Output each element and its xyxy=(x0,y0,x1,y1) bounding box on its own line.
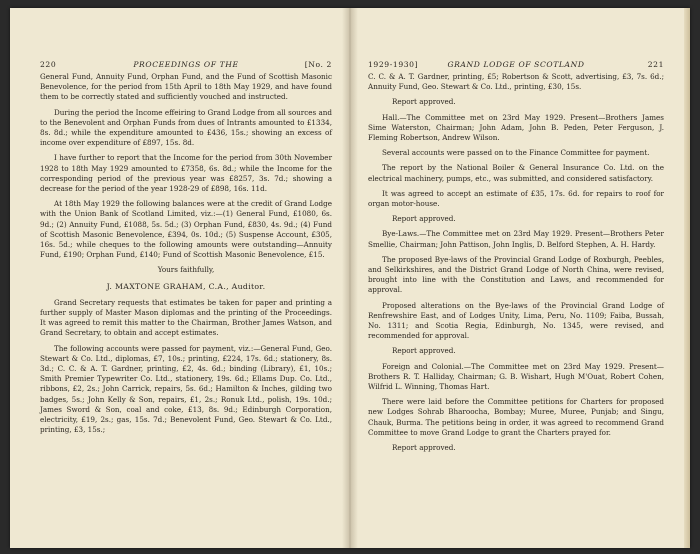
paragraph: The following accounts were passed for payment, viz.:—General Fund, Geo. Stewart & Co. Ltd., diplomas, £7, 10s.; printing, £224, 17s. 6d.; stationery, 8s. 3d.; C. C. & A. T. Gardner, printing, £2, 4s. 6d.; binding (Library), £1, 10s.; Smith Premier Typewriter Co. Ltd., stationery, 19s. 6d.; Ellams Dup. Co. Ltd., ribbons, £2, 2s.; John Carrick, repairs, 5s. 6d.; Hamilton & Inches, gilding two badges, 5s.; John Kelly & Son, repairs, £1, 2s.; Ronuk Ltd., polish, 19s. 10d.; James Sword & Son, coal and coke, £13, 8s. 9d.; Edinburgh Corporation, electricity, £19, 2s.; gas, 15s. 7d.; Benevolent Fund, Geo. Stewart & Co. Ltd., printing, £3, 15s.; xyxy=(40,343,332,435)
paragraph: Grand Secretary requests that estimates be taken for paper and printing a further supply of Master Mason diplomas and the printing of the Proceedings. It was agreed to remit this matter to the Chairman, Brother James Watson, and Grand Secretary, to obtain and accept estimates. xyxy=(40,297,332,338)
left-page xyxy=(40,48,332,544)
page-edge xyxy=(684,8,690,548)
book-gutter xyxy=(342,8,358,548)
paragraph: Several accounts were passed on to the Finance Committee for payment. xyxy=(382,148,650,158)
paragraph: General Fund, Annuity Fund, Orphan Fund, and the Fund of Scottish Masonic Benevolence, for the period from 15th April to 18th May 1929, and have found them to be correctly stated and sufficiently vouched and instructed. xyxy=(40,72,332,102)
paragraph: C. C. & A. T. Gardner, printing, £5; Robertson & Scott, advertising, £3, 7s. 6d.; Annuity Fund, Geo. Stewart & Co. Ltd., printing, £30, 15s. xyxy=(368,72,664,92)
right-page-number: 221 xyxy=(647,60,664,69)
paragraph: There were laid before the Committee petitions for Charters for proposed new Lodges Sohrab Bharoocha, Bombay; Muree, Muree, Punjab; and Singu, Chauk, Burma. The petitions being in order, it was agreed to recommend Grand Committee to move Grand Lodge to grant the Charters prayed for. xyxy=(368,397,664,437)
right-page xyxy=(368,48,664,544)
right-page-body xyxy=(368,72,664,458)
left-running-title: PROCEEDINGS OF THE xyxy=(133,60,239,69)
report-approved: Report approved. xyxy=(392,346,456,356)
paragraph: The report by the National Boiler & General Insurance Co. Ltd. on the electrical machinery, pumps, etc., was submitted, and considered satisfactory. xyxy=(368,163,664,183)
paragraph: It was agreed to accept an estimate of £35, 17s. 6d. for repairs to roof for organ motor-house. xyxy=(368,188,664,209)
paragraph: At 18th May 1929 the following balances were at the credit of Grand Lodge with the Union Bank of Scotland Limited, viz.:—(1) General Fund, £1080, 6s. 9d.; (2) Annuity Fund, £1088, 5s. 5d.; (3) Orphan Fund, £830, 4s. 9d.; (4) Fund of Scottish Masonic Benevolence, £394, 0s. 10d.; (5) Suspense Account, £305, 16s. 5d.; while cheques to the following amounts were outstanding—Annuity Fund, £190; Orphan Fund, £140; Fund of Scottish Masonic Benevolence, £15. xyxy=(40,199,332,260)
left-issue-number: [No. 2 xyxy=(304,60,332,69)
paragraph: Bye-Laws.—The Committee met on 23rd May 1929. Present—Brothers Peter Smellie, Chairman; John Pattison, John Inglis, D. Belford Stephen, A. H. Hardy. xyxy=(368,229,664,249)
paragraph: I have further to report that the Income for the period from 30th November 1928 to 18th May 1929 amounted to £7358, 6s. 8d.; while the Income for the corresponding period of the previous year was £8257, 3s. 7d.; showing a decrease for the period of the year 1928-29 of £898, 16s. 11d. xyxy=(40,153,332,194)
right-years: 1929-1930] xyxy=(368,60,419,69)
auditor-signature: J. MAXTONE GRAHAM, C.A., Auditor. xyxy=(106,281,266,291)
paragraph: Hall.—The Committee met on 23rd May 1929. Present—Brothers James Sime Waterston, Chairman; John Adam, John B. Peden, Peter Ferguson, J. Fleming Robertson, Andrew Wilson. xyxy=(368,112,664,143)
report-approved: Report approved. xyxy=(392,97,456,107)
paragraph: Proposed alterations on the Bye-laws of the Provincial Grand Lodge of Renfrewshire East, and of Lodges Unity, Lima, Peru, No. 1109; Faiba, Bussah, No. 1311; and Scotia Regia, Edinburgh, No. 1345, were revised, and recommended for approval. xyxy=(368,300,664,341)
left-page-number: 220 xyxy=(40,60,57,69)
book-spread xyxy=(10,8,690,548)
paragraph: Foreign and Colonial.—The Committee met on 23rd May 1929. Present—Brothers R. T. Halliday, Chairman; G. B. Wishart, Hugh M'Ouat, Robert Cohen, Wilfrid L. Winning, Thomas Hart. xyxy=(368,361,664,392)
closing-salutation: Yours faithfully, xyxy=(157,265,215,275)
right-running-title: GRAND LODGE OF SCOTLAND xyxy=(447,60,585,69)
report-approved: Report approved. xyxy=(392,443,456,453)
paragraph: During the period the Income effeiring to Grand Lodge from all sources and to the Benevolent and Orphan Funds from dues of Intrants amounted to £1334, 8s. 8d.; while the expenditure amounted to £436, 15s.; showing an excess of income over expenditure of £897, 15s. 8d. xyxy=(40,107,332,148)
paragraph: The proposed Bye-laws of the Provincial Grand Lodge of Roxburgh, Peebles, and Selkirkshires, and the District Grand Lodge of North China, were revised, brought into line with the Constitution and Laws, and recommended for approval. xyxy=(368,254,664,295)
report-approved: Report approved. xyxy=(392,214,456,224)
left-page-body xyxy=(40,72,332,441)
